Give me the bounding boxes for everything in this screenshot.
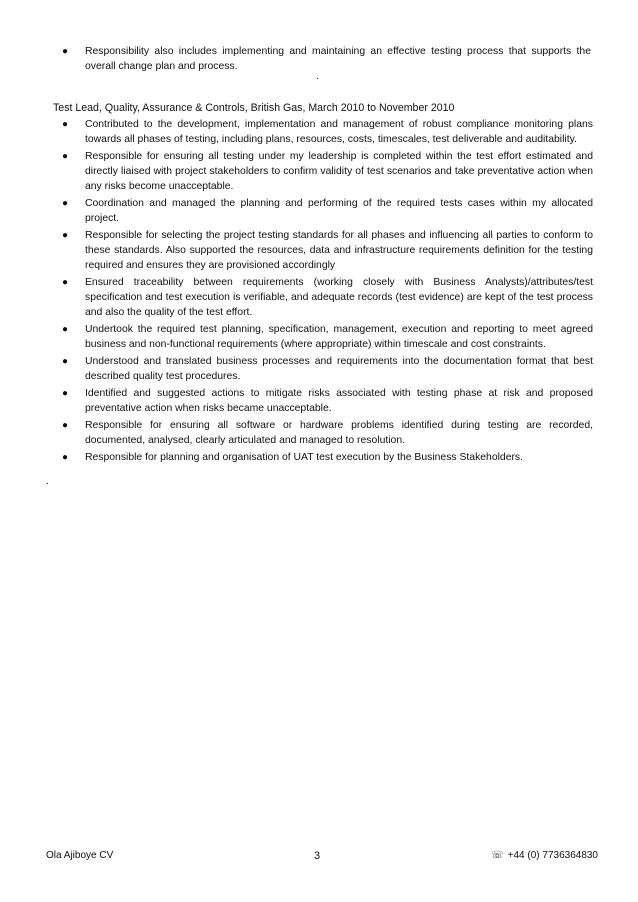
- list-item: [55, 117, 593, 147]
- bullet-text: Responsible for ensuring all testing under my leadership is completed within the test effort estimated and directly liaised with project stakeholders to confirm validity of test scenarios and take preventative action when any risks become unacceptable.: [85, 151, 593, 192]
- list-item: [55, 450, 593, 465]
- bullet-icon: ●: [62, 452, 69, 463]
- center-dot: .: [316, 71, 319, 82]
- list-item: [55, 354, 593, 384]
- bullet-text: Undertook the required test planning, specification, management, execution and reporting to meet agreed business and non-functional requirements (where appropriate) within timescale and cost constraints.: [85, 324, 593, 350]
- list-item: [55, 149, 593, 194]
- bullet-text: Ensured traceability between requirements (working closely with Business Analysts)/attributes/test specification and test execution is verifiable, and adequate records (test evidence) are kept of the test process and also the quality of the test effort.: [85, 277, 593, 318]
- left-dot: .: [46, 476, 49, 487]
- bullet-text: Identified and suggested actions to mitigate risks associated with testing phase at risk and proposed preventative action when risks became unacceptable.: [85, 388, 593, 414]
- bullet-text: Responsible for planning and organisation of UAT test execution by the Business Stakeholders.: [85, 452, 524, 463]
- bullet-icon: ●: [62, 420, 69, 431]
- job-bullet-section: [55, 117, 593, 467]
- bullet-icon: ●: [62, 324, 69, 335]
- bullet-icon: ●: [62, 198, 69, 209]
- page-number: 3: [314, 850, 321, 862]
- list-item: [55, 418, 593, 448]
- bullet-text: Coordination and managed the planning and performing of the required tests cases within my allocated project.: [85, 198, 593, 224]
- bullet-icon: ●: [62, 151, 69, 162]
- list-item: [55, 386, 593, 416]
- bullet-icon: ●: [62, 356, 69, 367]
- list-item: [55, 275, 593, 320]
- list-item: [55, 44, 591, 74]
- job-bullet-list: [55, 117, 593, 465]
- bullet-text: Responsibility also includes implementing and maintaining an effective testing process that supports the overall change plan and process.: [85, 46, 591, 72]
- footer-phone: [491, 849, 598, 863]
- telephone-icon: ☏: [491, 850, 504, 861]
- top-bullet-list: [55, 44, 591, 74]
- bullet-text: Responsible for ensuring all software or hardware problems identified during testing are recorded, documented, analysed, clearly articulated and managed to resolution.: [85, 420, 593, 446]
- list-item: [55, 196, 593, 226]
- bullet-icon: ●: [62, 46, 69, 57]
- footer-name: Ola Ajiboye CV: [46, 850, 114, 861]
- bullet-text: Contributed to the development, implementation and management of robust compliance monitoring plans towards all phases of testing, including plans, resources, costs, timescales, test deliverable and auditability.: [85, 119, 593, 145]
- list-item: [55, 322, 593, 352]
- bullet-icon: ●: [62, 230, 69, 241]
- list-item: [55, 228, 593, 273]
- phone-number: +44 (0) 7736364830: [507, 850, 598, 861]
- top-bullet-section: [55, 44, 591, 76]
- bullet-icon: ●: [62, 277, 69, 288]
- job-heading: Test Lead, Quality, Assurance & Controls, British Gas, March 2010 to November 2010: [53, 102, 455, 114]
- bullet-text: Understood and translated business processes and requirements into the documentation format that best described quality test procedures.: [85, 356, 593, 382]
- bullet-icon: ●: [62, 388, 69, 399]
- bullet-text: Responsible for selecting the project testing standards for all phases and influencing all parties to conform to these standards. Also supported the resources, data and infrastructure requirements definition for the testing required and ensures they are provisioned accordingly: [85, 230, 593, 271]
- bullet-icon: ●: [62, 119, 69, 130]
